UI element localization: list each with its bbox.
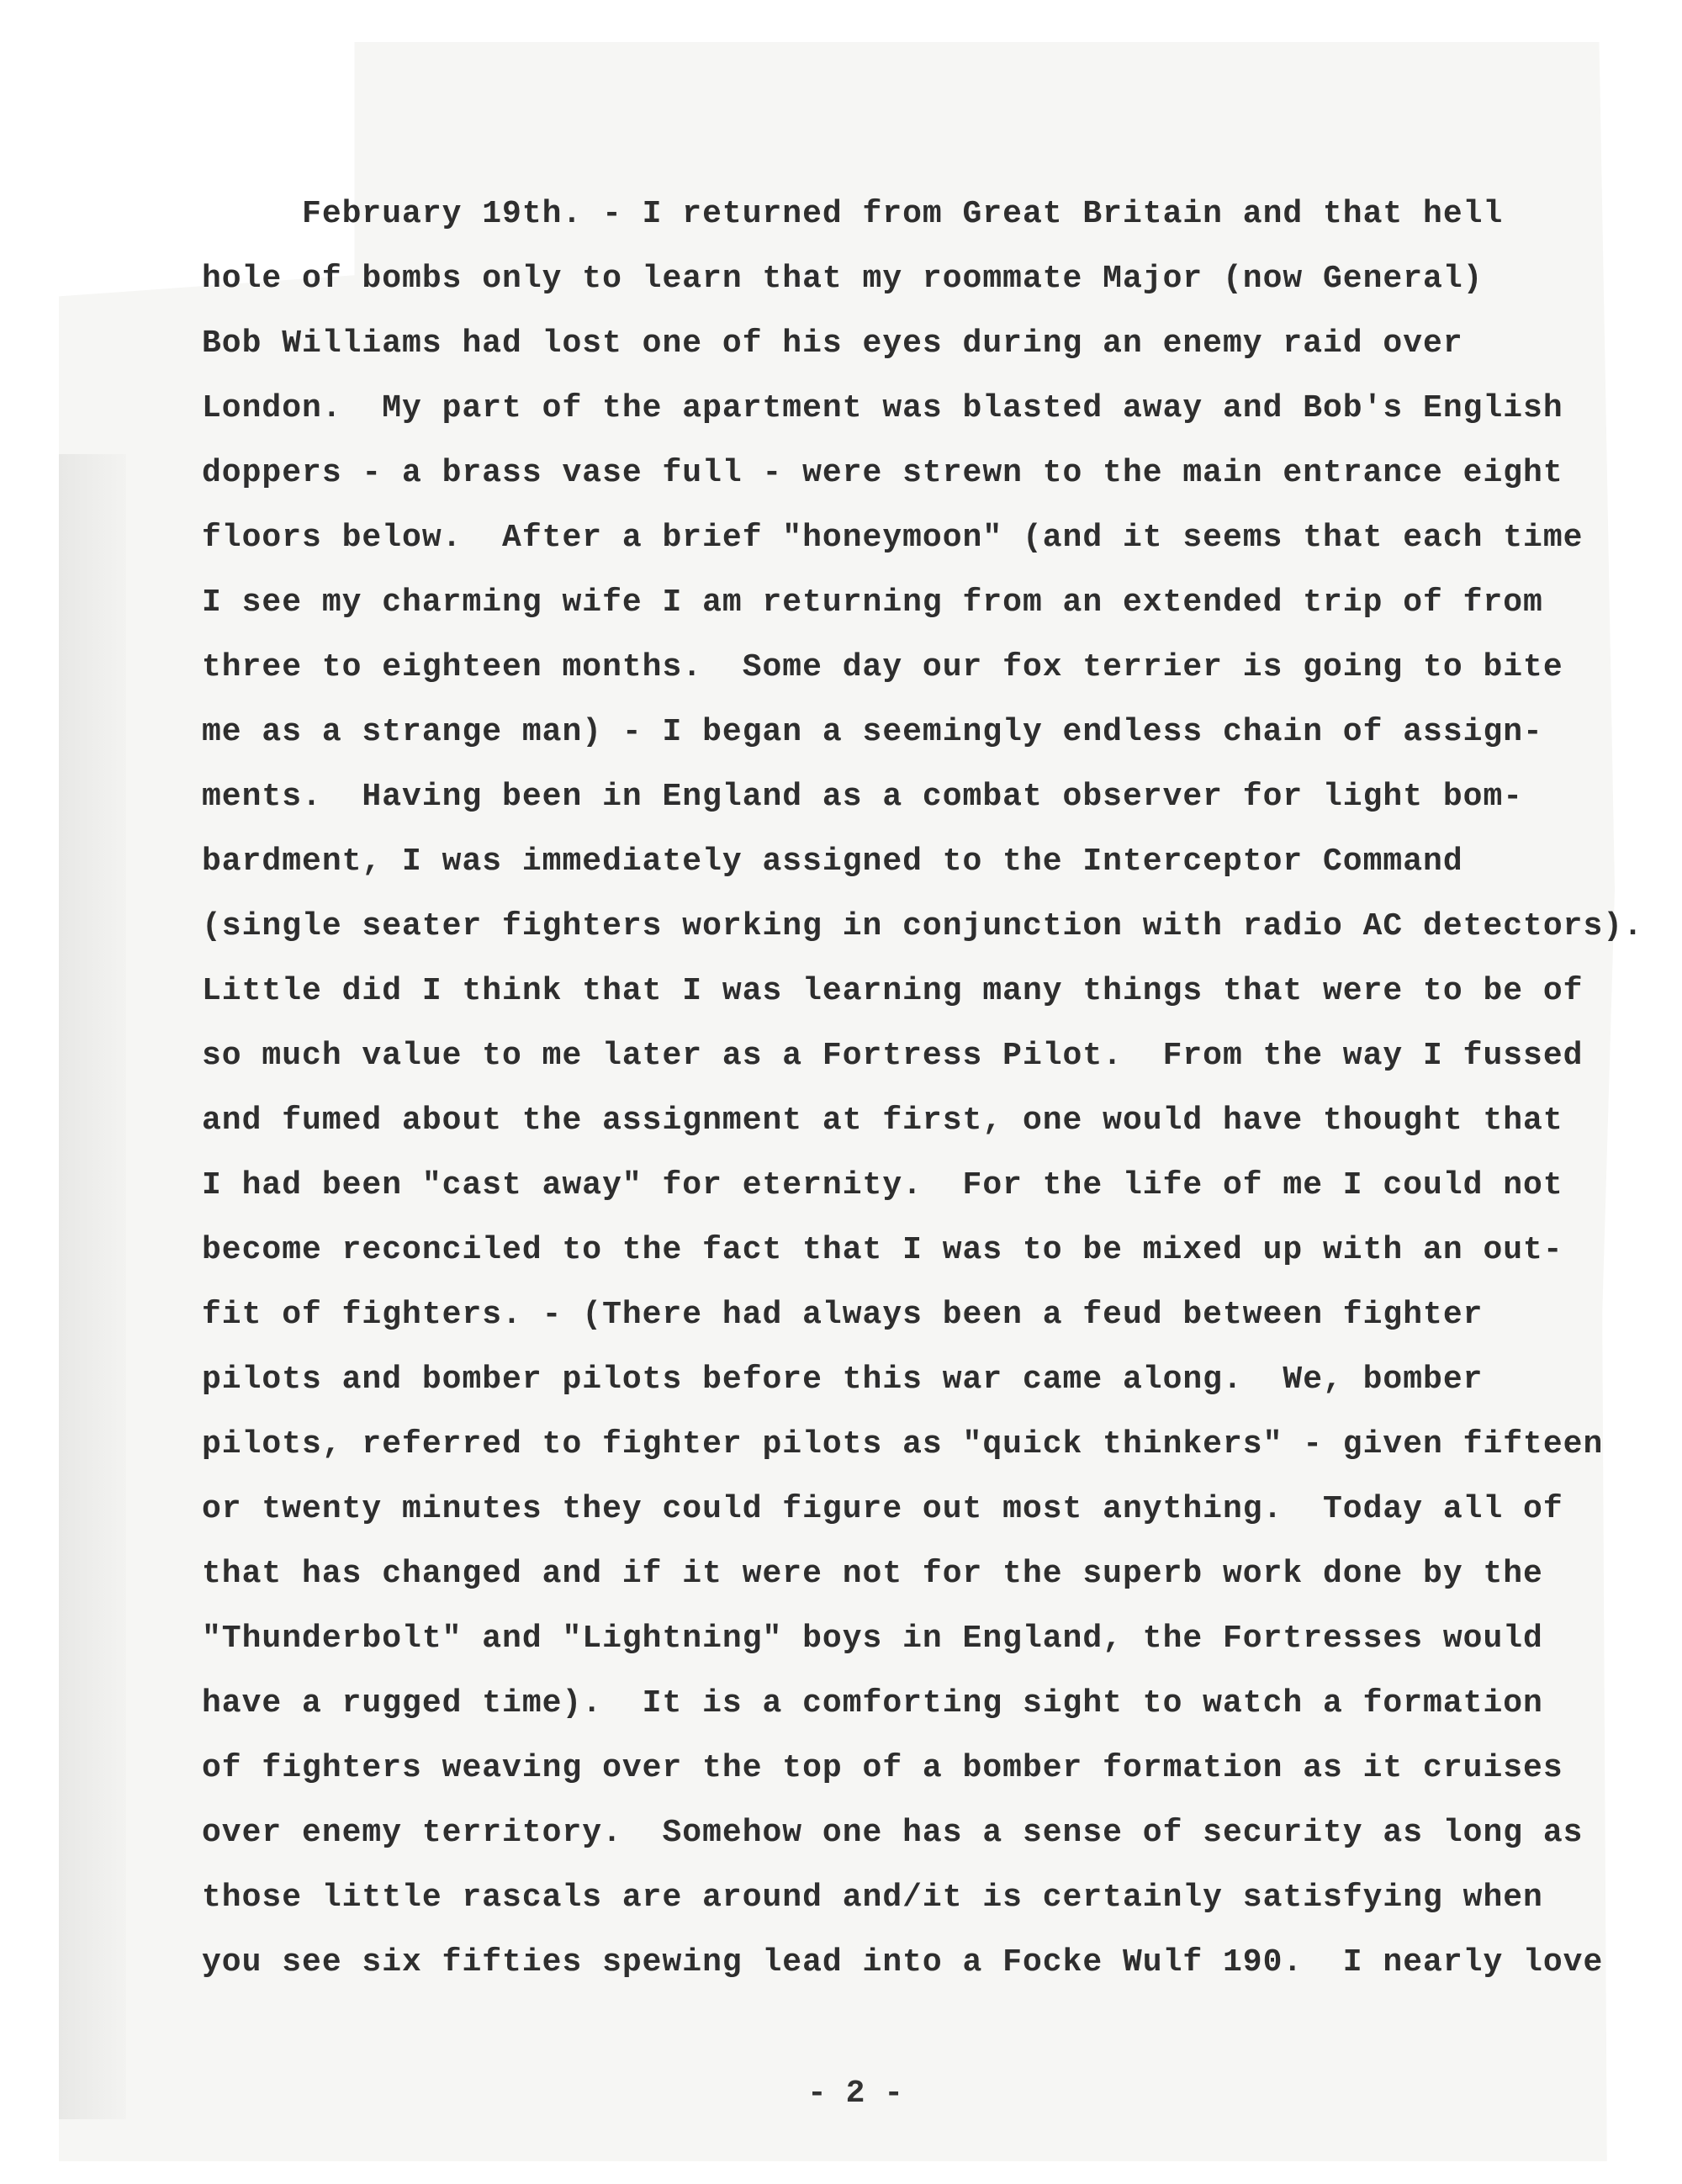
text-line: ments. Having been in England as a combat observer for light bom- — [202, 779, 1524, 815]
text-line: Bob Williams had lost one of his eyes during an enemy raid over — [202, 325, 1463, 362]
text-line: I had been "cast away" for eternity. For the life of me I could not — [202, 1167, 1563, 1203]
text-line: fit of fighters. - (There had always been a feud between fighter — [202, 1297, 1484, 1333]
text-line: have a rugged time). It is a comforting sight to watch a formation — [202, 1685, 1543, 1721]
text-line: those little rascals are around and/it is certainly satisfying when — [202, 1880, 1543, 1916]
page-number: - 2 - — [807, 2076, 904, 2112]
text-line: me as a strange man) - I began a seemingly endless chain of assign- — [202, 714, 1543, 750]
text-line: London. My part of the apartment was blasted away and Bob's English — [202, 390, 1563, 426]
text-line: that has changed and if it were not for the superb work done by the — [202, 1556, 1543, 1592]
text-line: hole of bombs only to learn that my roommate Major (now General) — [202, 261, 1484, 297]
text-line: become reconciled to the fact that I was to be mixed up with an out- — [202, 1232, 1563, 1268]
text-line: I see my charming wife I am returning from an extended trip of from — [202, 584, 1543, 621]
text-line: bardment, I was immediately assigned to the Interceptor Command — [202, 843, 1463, 880]
text-line: of fighters weaving over the top of a bomber formation as it cruises — [202, 1750, 1563, 1786]
text-line: or twenty minutes they could figure out most anything. Today all of — [202, 1491, 1563, 1527]
text-line: "Thunderbolt" and "Lightning" boys in England, the Fortresses would — [202, 1621, 1543, 1657]
text-line: doppers - a brass vase full - were strewn to the main entrance eight — [202, 455, 1563, 491]
text-line: floors below. After a brief "honeymoon" (and it seems that each time — [202, 520, 1584, 556]
text-line: over enemy territory. Somehow one has a sense of security as long as — [202, 1815, 1584, 1851]
text-line: you see six fifties spewing lead into a Focke Wulf 190. I nearly love — [202, 1944, 1604, 1980]
text-line: (single seater fighters working in conjunction with radio AC detectors). — [202, 908, 1643, 944]
text-line: pilots, referred to fighter pilots as "quick thinkers" - given fifteen — [202, 1426, 1604, 1462]
text-line: Little did I think that I was learning many things that were to be of — [202, 973, 1584, 1009]
text-line: pilots and bomber pilots before this war came along. We, bomber — [202, 1362, 1484, 1398]
paper-fold — [59, 454, 126, 2119]
text-line: and fumed about the assignment at first, one would have thought that — [202, 1103, 1563, 1139]
text-line: so much value to me later as a Fortress Pilot. From the way I fussed — [202, 1038, 1584, 1074]
text-line: three to eighteen months. Some day our fox terrier is going to bite — [202, 649, 1563, 685]
text-line: February 19th. - I returned from Great Britain and that hell — [202, 196, 1504, 232]
